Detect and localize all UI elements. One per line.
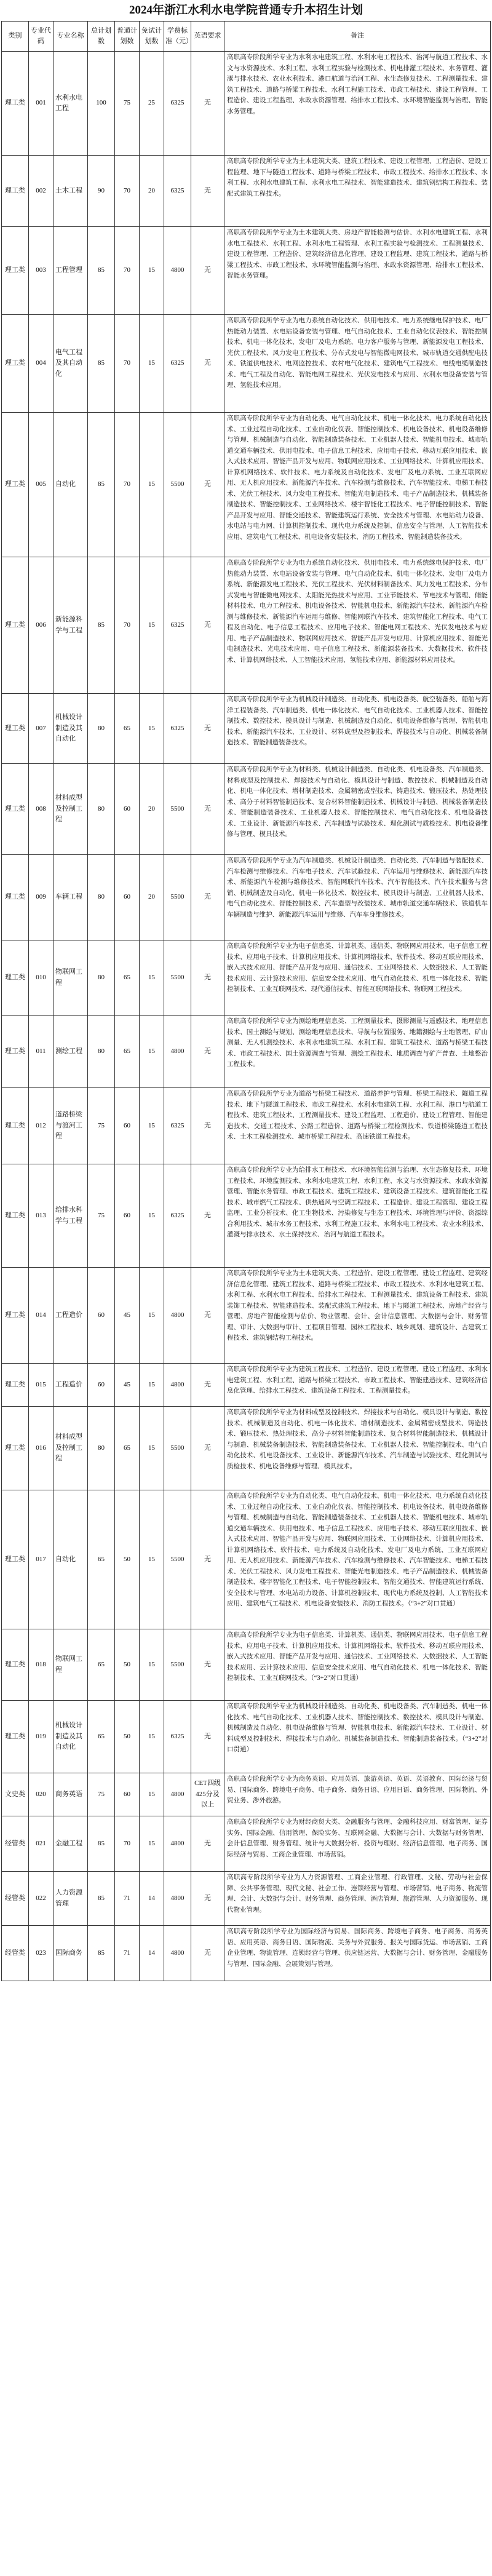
normal-plan-cell: 70 bbox=[115, 557, 140, 694]
tuition-cell: 6325 bbox=[164, 1701, 191, 1773]
exempt-plan-cell: 15 bbox=[140, 1016, 164, 1088]
tuition-cell: 4800 bbox=[164, 1816, 191, 1872]
normal-plan-cell: 45 bbox=[115, 1364, 140, 1407]
category-cell: 理工类 bbox=[2, 1701, 29, 1773]
table-row bbox=[2, 1364, 491, 1407]
notes-cell: 高职高专阶段所学专业为机械设计制造类、自动化类、机电设备类、航空装备类、船舶与海洋工程装备类、汽车制造类、机电一体化技术、电气自动化技术、工业机器人技术、智能控制技术、数控技术、模具设计与制造、机械制造及自动化、机电设备维修与管理、智能机电技术、新能源汽车技术、工业设计、材料成型及控制技术、焊接技术与自动化、机械装备制造技术、智能制造装备技术。 bbox=[224, 694, 491, 764]
notes-cell: 高职高专阶段所学专业为电力系统自动化技术、供用电技术、电力系统继电保护技术、电厂热能动力装置、水电站设备安装与管理、电气自动化技术、工业自动化仪表技术、智能控制技术、机电一体化技术、发电厂及电力系统、电力客户服务与管理、新能源发电工程技术、光伏工程技术、风力发电工程技术、分布式发电与智能微电网技术、城市轨道交通供配电技术、铁道供电技术、电网监控技术、农村电气化技术、建筑电气工程技术、电线电缆制造技术、电气工程及自动化、智能电网工程技术、光伏发电技术与应用、水利水电设备安装与管理、氢能技术应用。 bbox=[224, 315, 491, 413]
normal-plan-cell: 71 bbox=[115, 1872, 140, 1926]
table-row bbox=[2, 315, 491, 413]
category-cell: 理工类 bbox=[2, 764, 29, 855]
normal-plan-cell: 75 bbox=[115, 52, 140, 156]
exempt-plan-cell: 14 bbox=[140, 1872, 164, 1926]
notes-cell: 高职高专阶段所学专业为给排水工程技术、水环境智能监测与治理、水生态修复技术、环境工程技术、环境监测技术、水利水电建筑工程、水利工程、水文与水资源技术、水政水资源管理、智能水务管理、市政工程技术、建筑工程技术、建筑设备工程技术、建筑智能化工程技术、城市燃气工程技术、供热通风与空调工程技术、工程造价、建设工程管理、建设工程监理、工业分析技术、化工生物技术、污染修复与生态工程技术、环境管理与评价、资源综合利用技术、城市水务工程技术、水利工程施工技术、水利水电工程技术、农业水利技术、灌溉与排水技术、水土保持技术、治河与航道工程技术。 bbox=[224, 1164, 491, 1268]
category-cell: 理工类 bbox=[2, 1268, 29, 1364]
english-req-cell: 无 bbox=[191, 1088, 224, 1164]
table-row bbox=[2, 52, 491, 156]
tuition-cell: 6325 bbox=[164, 557, 191, 694]
total-plan-cell: 75 bbox=[88, 1164, 115, 1268]
total-plan-cell: 80 bbox=[88, 764, 115, 855]
tuition-cell: 4800 bbox=[164, 1268, 191, 1364]
total-plan-cell: 85 bbox=[88, 315, 115, 413]
major-name-cell: 工程管理 bbox=[54, 227, 88, 315]
total-plan-cell: 75 bbox=[88, 1773, 115, 1816]
category-cell: 理工类 bbox=[2, 1490, 29, 1629]
major-code-cell: 007 bbox=[29, 694, 54, 764]
tuition-cell: 5500 bbox=[164, 940, 191, 1016]
total-plan-cell: 100 bbox=[88, 52, 115, 156]
tuition-cell: 5500 bbox=[164, 1629, 191, 1701]
notes-cell: 高职高专阶段所学专业为土木建筑大类、房地产智能检测与估价、水利水电建筑工程、水利水电工程技术、水利工程、水利水电工程管理、水利工程实验与检测技术、工程测量技术、建设工程管理、工程造价、建筑经济信息化管理、建设工程监理、建筑工程技术、道路与桥梁工程技术、市政工程技术、水环境智能监测与治理、水政水资源管理、给排水工程技术、智能水务管理。 bbox=[224, 227, 491, 315]
notes-cell: 高职高专阶段所学专业为道路与桥梁工程技术、道路养护与管理、桥梁工程技术、隧道工程技术、地下与隧道工程技术、市政工程技术、水利水电建筑工程、水利工程、港口与航道工程技术、建筑工程技术、工程测量技术、建设工程监理、工程造价、建设工程管理、智能建造技术、交通工程技术、公路工程造价、道路与桥梁工程检测技术、铁道桥梁隧道工程技术、土木工程检测技术、城市桥梁工程技术、高速铁道工程技术。 bbox=[224, 1088, 491, 1164]
total-plan-cell: 80 bbox=[88, 1016, 115, 1088]
table-row bbox=[2, 1164, 491, 1268]
page-title: 2024年浙江水利水电学院普通专升本招生计划 bbox=[129, 4, 363, 17]
notes-cell: 高职高专阶段所学专业为国际经济与贸易、国际商务、跨境电子商务、电子商务、商务英语、应用英语、商务日语、国际物流、关务与外贸服务、报关与国际货运、市场营销、工商企业管理、物流管理、连锁经营与管理、供应链运营、大数据与会计、财务管理、金融服务与管理、国际金融、会展策划与管理。 bbox=[224, 1926, 491, 1981]
table-row bbox=[2, 1016, 491, 1088]
english-req-cell: 无 bbox=[191, 1629, 224, 1701]
major-code-cell: 018 bbox=[29, 1629, 54, 1701]
total-plan-cell: 85 bbox=[88, 227, 115, 315]
category-cell: 经管类 bbox=[2, 1816, 29, 1872]
table-row bbox=[2, 1773, 491, 1816]
total-plan-cell: 85 bbox=[88, 557, 115, 694]
normal-plan-cell: 65 bbox=[115, 940, 140, 1016]
notes-cell: 高职高专阶段所学专业为商务英语、应用英语、旅游英语、英语、英语教育、国际经济与贸易、国际商务、跨境电子商务、电子商务、商务日语、应用日语、商务管理、国际物流、外贸业务、涉外旅游。 bbox=[224, 1773, 491, 1816]
header-major-name: 专业名称 bbox=[54, 22, 88, 52]
major-code-cell: 013 bbox=[29, 1164, 54, 1268]
total-plan-cell: 90 bbox=[88, 156, 115, 227]
normal-plan-cell: 65 bbox=[115, 1407, 140, 1490]
normal-plan-cell: 45 bbox=[115, 1268, 140, 1364]
table-row bbox=[2, 1490, 491, 1629]
exempt-plan-cell: 15 bbox=[140, 1629, 164, 1701]
total-plan-cell: 60 bbox=[88, 1268, 115, 1364]
exempt-plan-cell: 15 bbox=[140, 413, 164, 557]
total-plan-cell: 85 bbox=[88, 1816, 115, 1872]
table-row bbox=[2, 855, 491, 940]
exempt-plan-cell: 15 bbox=[140, 1701, 164, 1773]
total-plan-cell: 60 bbox=[88, 1364, 115, 1407]
normal-plan-cell: 60 bbox=[115, 1773, 140, 1816]
tuition-cell: 6325 bbox=[164, 156, 191, 227]
category-cell: 理工类 bbox=[2, 1164, 29, 1268]
exempt-plan-cell: 15 bbox=[140, 557, 164, 694]
major-name-cell: 新能源科学与工程 bbox=[54, 557, 88, 694]
enrollment-plan-table bbox=[1, 21, 491, 1981]
notes-cell: 高职高专阶段所学专业为机械设计制造类、自动化类、机电设备类、汽车制造类、机电一体化技术、电气自动化技术、工业机器人技术、智能控制技术、数控技术、模具设计与制造、机械制造及自动化、机电设备维修与管理、智能机电技术、新能源汽车技术、工业设计、材料成型及控制技术、焊接技术与自动化、机械装备制造技术、智能制造装备技术。（“3+2”对口贯通） bbox=[224, 1701, 491, 1773]
major-name-cell: 材料成型及控制工程 bbox=[54, 1407, 88, 1490]
exempt-plan-cell: 20 bbox=[140, 764, 164, 855]
english-req-cell: 无 bbox=[191, 557, 224, 694]
table-row bbox=[2, 940, 491, 1016]
major-name-cell: 商务英语 bbox=[54, 1773, 88, 1816]
major-name-cell: 金融工程 bbox=[54, 1816, 88, 1872]
category-cell: 理工类 bbox=[2, 940, 29, 1016]
major-name-cell: 车辆工程 bbox=[54, 855, 88, 940]
category-cell: 理工类 bbox=[2, 413, 29, 557]
total-plan-cell: 85 bbox=[88, 413, 115, 557]
category-cell: 理工类 bbox=[2, 315, 29, 413]
major-name-cell: 测绘工程 bbox=[54, 1016, 88, 1088]
major-code-cell: 001 bbox=[29, 52, 54, 156]
exempt-plan-cell: 15 bbox=[140, 940, 164, 1016]
normal-plan-cell: 65 bbox=[115, 1016, 140, 1088]
total-plan-cell: 65 bbox=[88, 1490, 115, 1629]
category-cell: 理工类 bbox=[2, 227, 29, 315]
english-req-cell: CET四级425分及以上 bbox=[191, 1773, 224, 1816]
major-code-cell: 004 bbox=[29, 315, 54, 413]
exempt-plan-cell: 15 bbox=[140, 1773, 164, 1816]
exempt-plan-cell: 15 bbox=[140, 1268, 164, 1364]
major-code-cell: 019 bbox=[29, 1701, 54, 1773]
normal-plan-cell: 70 bbox=[115, 156, 140, 227]
exempt-plan-cell: 14 bbox=[140, 1926, 164, 1981]
notes-cell: 高职高专阶段所学专业为汽车制造类、机械设计制造类、自动化类、汽车制造与装配技术、汽车检测与维修技术、汽车电子技术、汽车试验技术、汽车运用与维修技术、新能源汽车技术、新能源汽车检测与维修技术、智能网联汽车技术、汽车智能技术、汽车技术服务与营销、机械制造及自动化、机电一体化技术、数控技术、模具设计与制造、工业机器人技术、电气自动化技术、智能控制技术、汽车造型与改装技术、城市轨道交通车辆技术、铁道机车车辆制造与维护、新能源汽车运用与维修、汽车车身维修技术。 bbox=[224, 855, 491, 940]
major-name-cell: 水利水电工程 bbox=[54, 52, 88, 156]
major-code-cell: 009 bbox=[29, 855, 54, 940]
major-name-cell: 机械设计制造及其自动化 bbox=[54, 694, 88, 764]
total-plan-cell: 65 bbox=[88, 1629, 115, 1701]
major-name-cell: 机械设计制造及其自动化 bbox=[54, 1701, 88, 1773]
notes-cell: 高职高专阶段所学专业为测绘地理信息类、工程测量技术、摄影测量与遥感技术、地理信息技术、国土测绘与规划、测绘地理信息技术、导航与位置服务、地籍测绘与土地管理、矿山测量、无人机测绘技术、水利水电建筑工程、水利工程、建筑工程技术、道路与桥梁工程技术、市政工程技术、国土资源调查与管理、测绘工程技术、地质调查与矿产普查、土地整治工程技术。 bbox=[224, 1016, 491, 1088]
major-name-cell: 物联网工程 bbox=[54, 940, 88, 1016]
english-req-cell: 无 bbox=[191, 1926, 224, 1981]
major-code-cell: 010 bbox=[29, 940, 54, 1016]
tuition-cell: 4800 bbox=[164, 1872, 191, 1926]
table-row bbox=[2, 1088, 491, 1164]
english-req-cell: 无 bbox=[191, 1016, 224, 1088]
tuition-cell: 5500 bbox=[164, 413, 191, 557]
table-row bbox=[2, 413, 491, 557]
header-english-req: 英语要求 bbox=[191, 22, 224, 52]
category-cell: 理工类 bbox=[2, 52, 29, 156]
major-name-cell: 自动化 bbox=[54, 1490, 88, 1629]
header-total-plan: 总计划数 bbox=[88, 22, 115, 52]
category-cell: 经管类 bbox=[2, 1872, 29, 1926]
notes-cell: 高职高专阶段所学专业为建筑工程技术、工程造价、建设工程管理、建设工程监理、水利水电建筑工程、水利工程、道路与桥梁工程技术、市政工程技术、智能建造技术、建筑经济信息化管理、给排水工程技术、建筑设备工程技术、工程测量技术。 bbox=[224, 1364, 491, 1407]
major-name-cell: 工程造价 bbox=[54, 1364, 88, 1407]
english-req-cell: 无 bbox=[191, 1816, 224, 1872]
major-code-cell: 020 bbox=[29, 1773, 54, 1816]
table-row bbox=[2, 156, 491, 227]
tuition-cell: 5500 bbox=[164, 855, 191, 940]
notes-cell: 高职高专阶段所学专业为电力系统自动化技术、供用电技术、电力系统继电保护技术、电厂热能动力装置、水电站设备安装与管理、电气自动化技术、机电一体化技术、发电厂及电力系统、新能源发电工程技术、光伏工程技术、光伏材料制备技术、风力发电工程技术、分布式发电与智能微电网技术、太阳能光热技术与应用、工业节能技术、节电技术与管理、储能材料技术、电力工程技术、机电设备技术、智能机电技术、新能源汽车技术、新能源汽车检测与维修技术、新能源汽车运用与维修、智能网联汽车技术、建筑智能化工程技术、电气工程及自动化、电子信息工程技术、应用电子技术、智能电网工程技术、光伏发电技术与应用、电子产品制造技术、物联网应用技术、智能产品开发与应用、计算机应用技术、智能光电制造技术、光电技术应用、电子信息工程技术、新能源装备技术、大数据技术、软件技术、计算机网络技术、人工智能技术应用、氢能技术应用、新能源材料应用技术。 bbox=[224, 557, 491, 694]
tuition-cell: 4800 bbox=[164, 227, 191, 315]
exempt-plan-cell: 15 bbox=[140, 1490, 164, 1629]
total-plan-cell: 80 bbox=[88, 855, 115, 940]
category-cell: 理工类 bbox=[2, 855, 29, 940]
table-row bbox=[2, 1629, 491, 1701]
tuition-cell: 6325 bbox=[164, 52, 191, 156]
category-cell: 理工类 bbox=[2, 1364, 29, 1407]
normal-plan-cell: 60 bbox=[115, 1088, 140, 1164]
normal-plan-cell: 50 bbox=[115, 1701, 140, 1773]
english-req-cell: 无 bbox=[191, 764, 224, 855]
tuition-cell: 4800 bbox=[164, 1773, 191, 1816]
exempt-plan-cell: 15 bbox=[140, 1407, 164, 1490]
exempt-plan-cell: 15 bbox=[140, 1088, 164, 1164]
major-name-cell: 土木工程 bbox=[54, 156, 88, 227]
table-row bbox=[2, 764, 491, 855]
english-req-cell: 无 bbox=[191, 1701, 224, 1773]
tuition-cell: 5500 bbox=[164, 1490, 191, 1629]
header-notes: 备注 bbox=[224, 22, 491, 52]
category-cell: 经管类 bbox=[2, 1926, 29, 1981]
english-req-cell: 无 bbox=[191, 413, 224, 557]
major-name-cell: 物联网工程 bbox=[54, 1629, 88, 1701]
header-normal-plan: 普通计划数 bbox=[115, 22, 140, 52]
normal-plan-cell: 60 bbox=[115, 1164, 140, 1268]
normal-plan-cell: 70 bbox=[115, 315, 140, 413]
notes-cell: 高职高专阶段所学专业为材料类、机械设计制造类、自动化类、机电设备类、汽车制造类、材料成型及控制技术、焊接技术与自动化、模具设计与制造、数控技术、机械制造及自动化、机电一体化技术、增材制造技术、金属精密成型技术、铸造技术、锻压技术、热处理技术、高分子材料智能制造技术、复合材料智能制造技术、机械设计与制造、机械装备制造技术、智能制造装备技术、工业机器人技术、智能控制技术、电气自动化技术、机电设备技术、工业设计、新能源汽车技术、汽车制造与试验技术、理化测试与质检技术、机电设备维修与管理、模具技术。 bbox=[224, 764, 491, 855]
major-code-cell: 006 bbox=[29, 557, 54, 694]
major-name-cell: 国际商务 bbox=[54, 1926, 88, 1981]
normal-plan-cell: 50 bbox=[115, 1629, 140, 1701]
english-req-cell: 无 bbox=[191, 1164, 224, 1268]
table-row bbox=[2, 1407, 491, 1490]
major-code-cell: 023 bbox=[29, 1926, 54, 1981]
exempt-plan-cell: 15 bbox=[140, 1364, 164, 1407]
normal-plan-cell: 70 bbox=[115, 413, 140, 557]
major-code-cell: 008 bbox=[29, 764, 54, 855]
exempt-plan-cell: 15 bbox=[140, 694, 164, 764]
major-name-cell: 道路桥梁与渡河工程 bbox=[54, 1088, 88, 1164]
table-row bbox=[2, 694, 491, 764]
exempt-plan-cell: 15 bbox=[140, 227, 164, 315]
tuition-cell: 5500 bbox=[164, 1407, 191, 1490]
notes-cell: 高职高专阶段所学专业为土木建筑大类、建筑工程技术、建设工程管理、工程造价、建设工程监理、地下与隧道工程技术、道路与桥梁工程技术、市政工程技术、给排水工程技术、水利工程、水利水电建筑工程、水利水电工程技术、智能建造技术、建筑钢结构工程技术、装配式建筑工程技术。 bbox=[224, 156, 491, 227]
normal-plan-cell: 70 bbox=[115, 1816, 140, 1872]
category-cell: 理工类 bbox=[2, 1629, 29, 1701]
total-plan-cell: 80 bbox=[88, 1407, 115, 1490]
category-cell: 理工类 bbox=[2, 1016, 29, 1088]
notes-cell: 高职高专阶段所学专业为人力资源管理、工商企业管理、行政管理、文秘、劳动与社会保障、公共事务管理、现代文秘、社会工作、连锁经营与管理、市场营销、电子商务、物流管理、会计、大数据与会计、财务管理、商务管理、酒店管理、旅游管理、人力资源服务、现代物业管理。 bbox=[224, 1872, 491, 1926]
major-code-cell: 012 bbox=[29, 1088, 54, 1164]
tuition-cell: 4800 bbox=[164, 1016, 191, 1088]
normal-plan-cell: 70 bbox=[115, 227, 140, 315]
total-plan-cell: 80 bbox=[88, 694, 115, 764]
notes-cell: 高职高专阶段所学专业为自动化类、电气自动化技术、机电一体化技术、电力系统自动化技术、工业过程自动化技术、工业自动化仪表、智能控制技术、机电设备技术、机电设备维修与管理、机械制造与自动化、智能制造装备技术、工业机器人技术、智能机电技术、城市轨道交通车辆技术、供用电技术、电子信息工程技术、应用电子技术、移动互联应用技术、嵌入式技术应用、智能产品开发与应用、物联网应用技术、工业网络技术、计算机应用技术、计算机网络技术、软件技术、电力系统及自动化技术、发电厂及电力系统、工业互联网应用、无人机应用技术、新能源汽车技术、汽车检测与维修技术、汽车智能技术、电梯工程技术、光伏工程技术、风力发电工程技术、智能光电制造技术、电子产品制造技术、机械装备制造技术、楼宇智能化工程技术、电子智能控制技术、智能交通技术、智能建筑运行系统、安全技术与管理、水电站动力设备、计算机控制技术、现代电力系统及控制、人工智能技术应用、建筑电气工程技术、机电设备安装技术、消防工程技术。（“3+2”对口贯通） bbox=[224, 1490, 491, 1629]
major-name-cell: 人力资源管理 bbox=[54, 1872, 88, 1926]
major-code-cell: 003 bbox=[29, 227, 54, 315]
major-code-cell: 014 bbox=[29, 1268, 54, 1364]
category-cell: 理工类 bbox=[2, 1407, 29, 1490]
major-code-cell: 015 bbox=[29, 1364, 54, 1407]
major-code-cell: 005 bbox=[29, 413, 54, 557]
header-major-code: 专业代码 bbox=[29, 22, 54, 52]
table-row bbox=[2, 557, 491, 694]
english-req-cell: 无 bbox=[191, 1364, 224, 1407]
exempt-plan-cell: 15 bbox=[140, 1816, 164, 1872]
total-plan-cell: 85 bbox=[88, 1872, 115, 1926]
table-header-row bbox=[2, 22, 491, 52]
exempt-plan-cell: 25 bbox=[140, 52, 164, 156]
exempt-plan-cell: 15 bbox=[140, 1164, 164, 1268]
english-req-cell: 无 bbox=[191, 1268, 224, 1364]
major-code-cell: 011 bbox=[29, 1016, 54, 1088]
category-cell: 理工类 bbox=[2, 156, 29, 227]
table-row bbox=[2, 1701, 491, 1773]
major-name-cell: 材料成型及控制工程 bbox=[54, 764, 88, 855]
tuition-cell: 4800 bbox=[164, 1364, 191, 1407]
table-row bbox=[2, 1926, 491, 1981]
major-code-cell: 017 bbox=[29, 1490, 54, 1629]
category-cell: 理工类 bbox=[2, 694, 29, 764]
english-req-cell: 无 bbox=[191, 227, 224, 315]
tuition-cell: 4800 bbox=[164, 1926, 191, 1981]
header-tuition: 学费标准（元） bbox=[164, 22, 191, 52]
english-req-cell: 无 bbox=[191, 1872, 224, 1926]
total-plan-cell: 65 bbox=[88, 1701, 115, 1773]
notes-cell: 高职高专阶段所学专业为水利水电建筑工程、水利水电工程技术、治河与航道工程技术、水文与水资源技术、水利工程、水利工程实验与检测技术、机电排灌工程技术、水务管理、灌溉与排水技术、农业水利技术、港口航道与治河工程、水生态修复技术、工程测量技术、建筑工程技术、道路与桥梁工程技术、水利工程施工技术、市政工程技术、建设工程管理、工程造价、建设工程监理、水政水资源管理、给排水工程技术、水环境智能监测与治理、智能水务管理。 bbox=[224, 52, 491, 156]
english-req-cell: 无 bbox=[191, 855, 224, 940]
table-row bbox=[2, 1872, 491, 1926]
english-req-cell: 无 bbox=[191, 1490, 224, 1629]
category-cell: 理工类 bbox=[2, 1088, 29, 1164]
exempt-plan-cell: 15 bbox=[140, 315, 164, 413]
notes-cell: 高职高专阶段所学专业为电子信息类、计算机类、通信类、物联网应用技术、电子信息工程技术、应用电子技术、计算机应用技术、计算机网络技术、软件技术、移动互联应用技术、嵌入式技术应用、智能产品开发与应用、通信技术、工业网络技术、大数据技术、人工智能技术应用、云计算技术应用、信息安全技术应用、电气自动化技术、机电一体化技术、智能控制技术、工业互联网技术、现代通信技术、智能互联网络技术、物联网工程技术。 bbox=[224, 940, 491, 1016]
tuition-cell: 5500 bbox=[164, 764, 191, 855]
notes-cell: 高职高专阶段所学专业为土木建筑大类、工程造价、建设工程管理、建设工程监理、建筑经济信息化管理、建筑工程技术、道路与桥梁工程技术、市政工程技术、水利水电建筑工程、水利工程、水利水电工程技术、给排水工程技术、工程测量技术、建筑设备工程技术、建筑装饰工程技术、智能建造技术、装配式建筑工程技术、地下与隧道工程技术、房地产经营与管理、房地产智能检测与估价、物业管理、会计、会计信息管理、大数据与会计、财务管理、审计、大数据与审计、工程项目管理、园林工程技术、城乡规划、建筑设计、古建筑工程技术、建筑钢结构工程技术。 bbox=[224, 1268, 491, 1364]
table-row bbox=[2, 1816, 491, 1872]
tuition-cell: 6325 bbox=[164, 1088, 191, 1164]
table-row bbox=[2, 1268, 491, 1364]
tuition-cell: 6325 bbox=[164, 1164, 191, 1268]
total-plan-cell: 75 bbox=[88, 1088, 115, 1164]
exempt-plan-cell: 20 bbox=[140, 156, 164, 227]
english-req-cell: 无 bbox=[191, 315, 224, 413]
category-cell: 文史类 bbox=[2, 1773, 29, 1816]
english-req-cell: 无 bbox=[191, 156, 224, 227]
category-cell: 理工类 bbox=[2, 557, 29, 694]
english-req-cell: 无 bbox=[191, 52, 224, 156]
exempt-plan-cell: 20 bbox=[140, 855, 164, 940]
major-name-cell: 电气工程及其自动化 bbox=[54, 315, 88, 413]
major-code-cell: 002 bbox=[29, 156, 54, 227]
total-plan-cell: 85 bbox=[88, 1926, 115, 1981]
major-code-cell: 016 bbox=[29, 1407, 54, 1490]
notes-cell: 高职高专阶段所学专业为财经商贸大类、金融服务与管理、金融科技应用、财富管理、证券实务、国际金融、信用管理、保险实务、互联网金融、大数据与会计、大数据与财务管理、会计信息管理、财务管理、统计与大数据分析、投资与理财、经济信息管理、电子商务、国际经济与贸易、工商企业管理、市场营销。 bbox=[224, 1816, 491, 1872]
table-row bbox=[2, 227, 491, 315]
total-plan-cell: 80 bbox=[88, 940, 115, 1016]
major-code-cell: 021 bbox=[29, 1816, 54, 1872]
english-req-cell: 无 bbox=[191, 1407, 224, 1490]
normal-plan-cell: 60 bbox=[115, 764, 140, 855]
major-name-cell: 给排水科学与工程 bbox=[54, 1164, 88, 1268]
tuition-cell: 6325 bbox=[164, 315, 191, 413]
notes-cell: 高职高专阶段所学专业为材料成型及控制技术、焊接技术与自动化、模具设计与制造、数控技术、机械制造及自动化、机电一体化技术、增材制造技术、金属精密成型技术、铸造技术、锻压技术、热处理技术、高分子材料智能制造技术、复合材料智能制造技术、机械设计与制造、机械装备制造技术、智能制造装备技术、工业机器人技术、智能控制技术、电气自动化技术、机电设备技术、工业设计、新能源汽车技术、汽车制造与试验技术、理化测试与质检技术、机电设备维修与管理、模具技术。 bbox=[224, 1407, 491, 1490]
header-category: 类别 bbox=[2, 22, 29, 52]
major-code-cell: 022 bbox=[29, 1872, 54, 1926]
major-name-cell: 工程造价 bbox=[54, 1268, 88, 1364]
english-req-cell: 无 bbox=[191, 694, 224, 764]
notes-cell: 高职高专阶段所学专业为自动化类、电气自动化技术、机电一体化技术、电力系统自动化技术、工业过程自动化技术、工业自动化仪表、智能控制技术、机电设备技术、机电设备维修与管理、机械制造与自动化、智能制造装备技术、工业机器人技术、智能机电技术、城市轨道交通车辆技术、供用电技术、电子信息工程技术、应用电子技术、移动互联应用技术、嵌入式技术应用、智能产品开发与应用、物联网应用技术、工业网络技术、计算机应用技术、计算机网络技术、软件技术、电力系统及自动化技术、发电厂及电力系统、工业互联网应用、无人机应用技术、新能源汽车技术、汽车检测与维修技术、汽车智能技术、电梯工程技术、光伏工程技术、风力发电工程技术、智能光电制造技术、电子产品制造技术、机械装备制造技术、智能控制技术、工业网络技术、楼宇智能化工程技术、电子智能控制技术、智能产品开发与应用、智能交通技术、智能建筑运行系统、安全技术与管理、水电站动力设备、水电站与电力网、计算机控制技术、现代电力系统及控制、信息安全与管理、人工智能技术应用、建筑电气工程技术、机电设备安装技术、消防工程技术、智能制造装备技术。 bbox=[224, 413, 491, 557]
english-req-cell: 无 bbox=[191, 940, 224, 1016]
normal-plan-cell: 65 bbox=[115, 694, 140, 764]
normal-plan-cell: 50 bbox=[115, 1490, 140, 1629]
tuition-cell: 6325 bbox=[164, 694, 191, 764]
header-exempt-plan: 免试计划数 bbox=[140, 22, 164, 52]
normal-plan-cell: 60 bbox=[115, 855, 140, 940]
notes-cell: 高职高专阶段所学专业为电子信息类、计算机类、通信类、物联网应用技术、电子信息工程技术、应用电子技术、计算机应用技术、计算机网络技术、软件技术、移动互联应用技术、嵌入式技术应用、智能产品开发与应用、通信技术、工业网络技术、大数据技术、人工智能技术应用、云计算技术应用、信息安全技术应用、电气自动化技术、机电一体化技术、智能控制技术、工业互联网技术。（“3+2”对口贯通） bbox=[224, 1629, 491, 1701]
normal-plan-cell: 71 bbox=[115, 1926, 140, 1981]
major-name-cell: 自动化 bbox=[54, 413, 88, 557]
